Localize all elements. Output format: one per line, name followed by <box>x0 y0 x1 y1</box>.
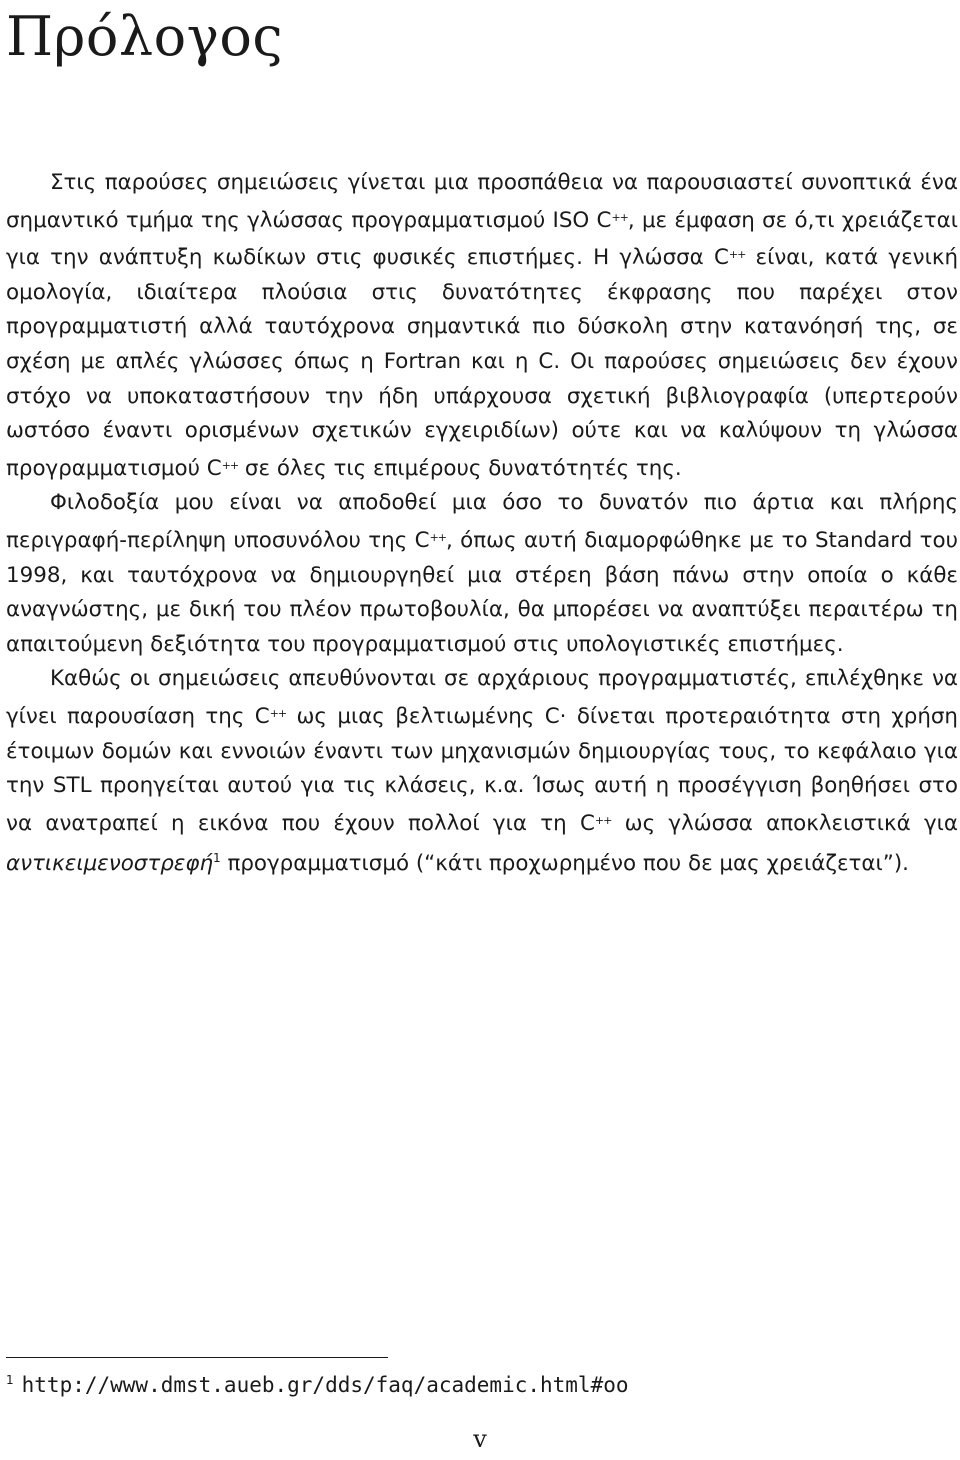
paragraph-3-text-d: προγραμματισμό (“κάτι προχωρημένο που δε μας χρειάζεται”). <box>220 851 909 877</box>
page-number: v <box>473 1425 487 1453</box>
cpp-mark: ++ <box>429 530 446 544</box>
paragraph-1-text-d: σε όλες τις επιμέρους δυνατότητές της. <box>238 455 682 481</box>
paragraph-1-text-c: είναι, κατά γενική ομολογία, ιδιαίτερα πλούσια στις δυνατότητες έκφρασης που παρέχει στον προγραμματιστή αλλά ταυτόχρονα σημαντικά πιο δύσκολη στην κατανόησή της, σε σχέση με απλές γλώσσες όπως η Fortran και η C. Οι παρούσες σημειώσεις δεν έχουν στόχο να υποκαταστήσουν την ήδη υπάρχουσα σχετική βιβλιογραφία (υπερτερούν ωστόσο έναντι ορισμένων σχετικών εγχειριδίων) ούτε και να καλύψουν τη γλώσσα προγραμματισμού C <box>6 245 958 481</box>
page-title: Πρόλογος <box>6 5 284 68</box>
paragraph-2-text-a: Φιλοδοξία μου είναι να αποδοθεί μια όσο το δυνατόν πιο άρτια και πλήρης περιγραφή-περίληψη υποσυνόλου της C <box>6 490 958 553</box>
paragraph-3 <box>6 662 958 882</box>
cpp-mark: ++ <box>728 248 746 262</box>
paragraph-3-text-c: ως γλώσσα αποκλειστικά για <box>611 810 958 836</box>
paragraph-3-text-b: ως μιας βελτιωμένης C· δίνεται προτεραιότητα στη χρήση έτοιμων δομών και εννοιών έναντι των μηχανισμών δημιουργίας τους, το κεφάλαιο για την STL προηγείται αυτού για τις κλάσεις, κ.α. Ίσως αυτή η προσέγγιση βοηθήσει στο να ανατραπεί η εικόνα που έχουν πολλοί για τη C <box>6 703 958 836</box>
emphasis-term: αντικειμενοστρεφή <box>6 851 214 877</box>
paragraph-1 <box>6 166 958 486</box>
paragraph-2-text-b: , όπως αυτή διαμορφώθηκε με το Standard του 1998, και ταυτόχρονα να δημιουργηθεί μια στέρεη βάση πάνω στην οποία ο κάθε αναγνώστης, με δική του πλέον πρωτοβουλία, θα μπορέσει να αναπτύξει περαιτέρω τη απαιτούμενη δεξιότητα του προγραμματισμού στις υπολογιστικές επιστήμες. <box>6 527 958 657</box>
footnote-reference[interactable]: 1 <box>213 851 221 866</box>
cpp-mark: ++ <box>611 210 628 224</box>
footnote <box>6 1364 629 1401</box>
cpp-mark: ++ <box>594 813 612 827</box>
footnote-mark: 1 <box>6 1373 14 1387</box>
cpp-mark: ++ <box>221 458 239 472</box>
paragraph-2 <box>6 486 958 662</box>
paragraph-3-text-a: Καθώς οι σημειώσεις απευθύνονται σε αρχάριους προγραμματιστές, επιλέχθηκε να γίνει παρουσίαση της C <box>6 666 958 729</box>
paragraph-1-text-b: , με έμφαση σε ό,τι χρειάζεται για την ανάπτυξη κωδίκων στις φυσικές επιστήμες. Η γλώσσα C <box>6 207 958 271</box>
cpp-mark: ++ <box>269 706 287 720</box>
preface-body <box>6 166 958 882</box>
footnote-url[interactable]: http://www.dmst.aueb.gr/dds/faq/academic.html#oo <box>21 1373 629 1397</box>
footnote-divider <box>6 1357 388 1358</box>
paragraph-1-text-a: Στις παρούσες σημειώσεις γίνεται μια προσπάθεια να παρουσιαστεί συνοπτικά ένα σημαντικό τμήμα της γλώσσας προγραμματισμού ISO C <box>6 170 958 233</box>
